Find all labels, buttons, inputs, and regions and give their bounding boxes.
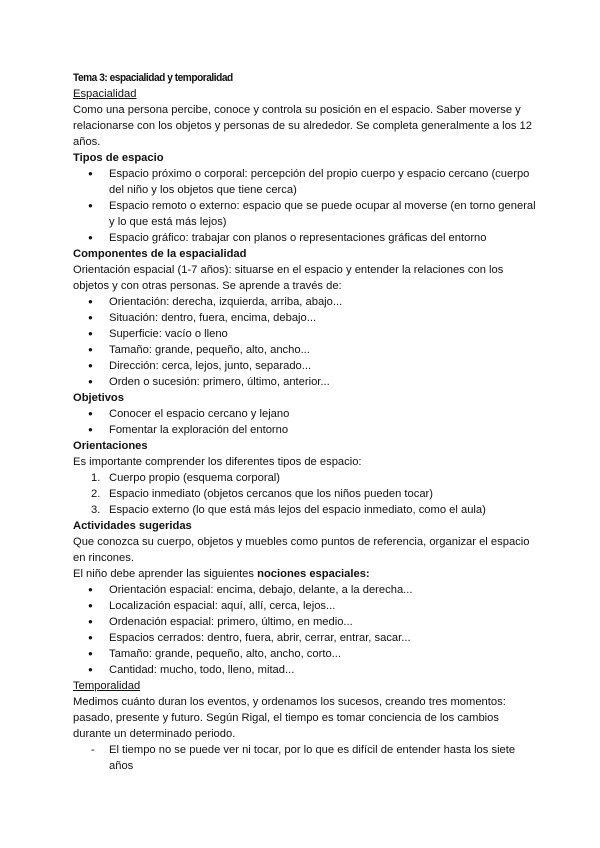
objetivos-list xyxy=(73,406,540,438)
list-item-text: Espacio externo (lo que está más lejos del espacio inmediato, como el aula) xyxy=(109,504,486,516)
list-item xyxy=(73,502,540,518)
list-number: 3. xyxy=(91,504,101,516)
list-item: ● Tamaño: grande, pequeño, alto, ancho... xyxy=(73,342,540,358)
list-number: 1. xyxy=(91,472,101,484)
orientaciones-heading: Orientaciones xyxy=(73,440,148,452)
list-item-text: Cuerpo propio (esquema corporal) xyxy=(109,472,281,484)
orientaciones-intro: Es importante comprender los diferentes tipos de espacio: xyxy=(73,456,362,468)
list-item: ● Espacio remoto o externo: espacio que se puede ocupar al moverse (en torno general y lo que está más lejos) xyxy=(73,198,540,230)
list-item: ● Orientación: derecha, izquierda, arriba, abajo... xyxy=(73,294,540,310)
list-item: ● Localización espacial: aquí, allí, cerca, lejos... xyxy=(73,598,540,614)
section-heading-espacialidad: Espacialidad xyxy=(73,88,137,100)
nociones-intro xyxy=(73,566,540,582)
objetivos-heading: Objetivos xyxy=(73,392,124,404)
list-number: 2. xyxy=(91,488,101,500)
list-item: ● Tamaño: grande, pequeño, alto, ancho, corto... xyxy=(73,646,540,662)
list-item: ● Ordenación espacial: primero, último, en medio... xyxy=(73,614,540,630)
componentes-intro: Orientación espacial (1-7 años): situarse en el espacio y entender la relaciones con los objetos y con otras personas. Se aprende a través de: xyxy=(73,264,504,292)
actividades-heading: Actividades sugeridas xyxy=(73,520,192,532)
list-item xyxy=(73,486,540,502)
nociones-intro-bold: nociones espaciales: xyxy=(257,568,370,580)
list-item: ● Situación: dentro, fuera, encima, debajo... xyxy=(73,310,540,326)
temporalidad-intro: Medimos cuánto duran los eventos, y ordenamos los sucesos, creando tres momentos: pasado, presente y futuro. Según Rigal, el tiempo es tomar conciencia de los cambios durante un determinado periodo. xyxy=(73,696,506,740)
section-heading-temporalidad: Temporalidad xyxy=(73,680,141,692)
list-item xyxy=(73,470,540,486)
list-item: ● Cantidad: mucho, todo, lleno, mitad... xyxy=(73,662,540,678)
list-item: ● Orientación espacial: encima, debajo, delante, a la derecha... xyxy=(73,582,540,598)
list-item-text: Espacio inmediato (objetos cercanos que los niños pueden tocar) xyxy=(109,488,434,500)
document-title: Tema 3: espacialidad y temporalidad xyxy=(73,72,233,84)
list-item: ● Fomentar la exploración del entorno xyxy=(73,422,540,438)
list-item: ● Orden o sucesión: primero, último, anterior... xyxy=(73,374,540,390)
list-item: ● Dirección: cerca, lejos, junto, separado... xyxy=(73,358,540,374)
nociones-intro-text: El niño debe aprender las siguientes xyxy=(73,568,258,580)
list-item: - El tiempo no se puede ver ni tocar, por lo que es difícil de entender hasta los siete años xyxy=(73,742,540,774)
list-item: ● Espacio gráfico: trabajar con planos o representaciones gráficas del entorno xyxy=(73,230,540,246)
temporalidad-list xyxy=(73,742,540,774)
espacialidad-intro: Como una persona percibe, conoce y controla su posición en el espacio. Saber moverse y relacionarse con los objetos y personas de su alrededor. Se completa generalmente a los 12 años. xyxy=(73,104,532,148)
list-item: ● Espacios cerrados: dentro, fuera, abrir, cerrar, entrar, sacar... xyxy=(73,630,540,646)
componentes-list xyxy=(73,294,540,390)
list-item: ● Superficie: vacío o lleno xyxy=(73,326,540,342)
tipos-list xyxy=(73,166,540,246)
list-item: ● Espacio próximo o corporal: percepción del propio cuerpo y espacio cercano (cuerpo del niño y los objetos que tiene cerca) xyxy=(73,166,540,198)
componentes-heading: Componentes de la espacialidad xyxy=(73,248,247,260)
orientaciones-list xyxy=(73,470,540,518)
list-item: ● Conocer el espacio cercano y lejano xyxy=(73,406,540,422)
nociones-list xyxy=(73,582,540,678)
tipos-heading: Tipos de espacio xyxy=(73,152,164,164)
actividades-intro: Que conozca su cuerpo, objetos y muebles como puntos de referencia, organizar el espacio en rincones. xyxy=(73,536,530,564)
